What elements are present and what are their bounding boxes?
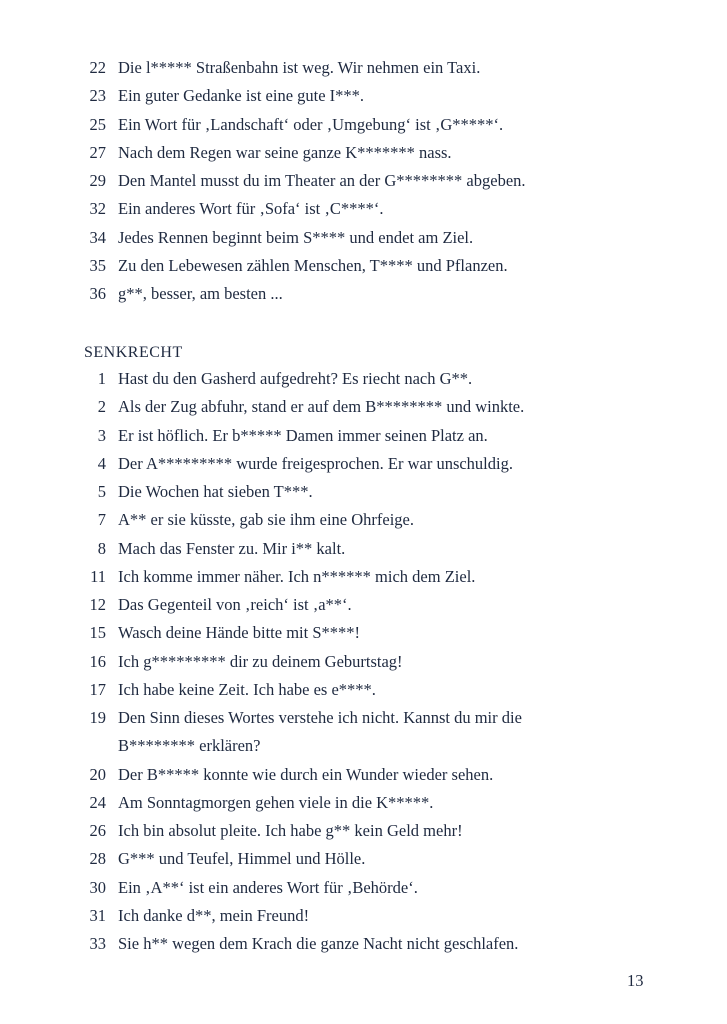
section-heading-senkrecht: SENKRECHT <box>84 344 183 361</box>
clue-row <box>72 84 672 108</box>
clue-row <box>72 254 672 278</box>
clue-number: 8 <box>97 539 106 558</box>
clue-number: 20 <box>89 765 106 784</box>
clue-text: Den Sinn dieses Wortes verstehe ich nicht. Kannst du mir die <box>118 708 522 727</box>
clue-row <box>72 706 672 730</box>
clue-number: 27 <box>89 143 106 162</box>
clue-row <box>72 819 672 843</box>
clue-text: Ein Wort für ‚Landschaft‘ oder ‚Umgebung‘ ist ‚G*****‘. <box>118 115 504 134</box>
clue-row <box>72 537 672 561</box>
clue-number: 16 <box>89 652 106 671</box>
clue-row <box>72 56 672 80</box>
clue-text: Ich danke d**, mein Freund! <box>118 906 310 925</box>
clue-text: Ich habe keine Zeit. Ich habe es e****. <box>118 680 376 699</box>
clue-row <box>72 480 672 504</box>
clue-row <box>72 169 672 193</box>
clue-text: Ein guter Gedanke ist eine gute I***. <box>118 86 365 105</box>
clue-number: 26 <box>89 821 106 840</box>
clue-number: 5 <box>97 482 106 501</box>
clue-number: 3 <box>97 426 106 445</box>
clue-row <box>72 452 672 476</box>
clue-number: 19 <box>89 708 106 727</box>
clue-number: 29 <box>89 171 106 190</box>
clue-text: Ich bin absolut pleite. Ich habe g** kein Geld mehr! <box>118 821 463 840</box>
clue-text: A** er sie küsste, gab sie ihm eine Ohrfeige. <box>118 510 415 529</box>
clue-number: 2 <box>97 397 106 416</box>
clue-row <box>72 395 672 419</box>
clue-text-continuation: B******** erklären? <box>118 736 261 755</box>
clue-text: Ein anderes Wort für ‚Sofa‘ ist ‚C****‘. <box>118 199 384 218</box>
page-number: 13 <box>627 971 644 990</box>
clue-text: Mach das Fenster zu. Mir i** kalt. <box>118 539 346 558</box>
clue-row <box>72 593 672 617</box>
clue-row <box>72 678 672 702</box>
clue-number: 22 <box>89 58 106 77</box>
clue-row <box>72 367 672 391</box>
clue-number: 30 <box>89 878 106 897</box>
clue-number: 23 <box>89 86 106 105</box>
clue-row <box>72 141 672 165</box>
clue-row <box>72 565 672 589</box>
clue-text: Die l***** Straßenbahn ist weg. Wir nehmen ein Taxi. <box>118 58 481 77</box>
clue-row <box>72 650 672 674</box>
clue-text: Jedes Rennen beginnt beim S**** und endet am Ziel. <box>118 228 474 247</box>
clue-text: G*** und Teufel, Himmel und Hölle. <box>118 849 366 868</box>
clue-text: Sie h** wegen dem Krach die ganze Nacht nicht geschlafen. <box>118 934 519 953</box>
clue-number: 34 <box>89 228 106 247</box>
clue-number: 36 <box>89 284 106 303</box>
clue-text: Ein ‚A**‘ ist ein anderes Wort für ‚Behörde‘. <box>118 878 418 897</box>
clue-row <box>72 876 672 900</box>
clue-text: Als der Zug abfuhr, stand er auf dem B******** und winkte. <box>118 397 525 416</box>
clue-row <box>72 226 672 250</box>
clue-text: Hast du den Gasherd aufgedreht? Es riecht nach G**. <box>118 369 473 388</box>
clue-row <box>72 847 672 871</box>
clue-number: 11 <box>90 567 106 586</box>
clue-number: 17 <box>89 680 106 699</box>
clue-text: Die Wochen hat sieben T***. <box>118 482 313 501</box>
clue-text: Ich g********* dir zu deinem Geburtstag! <box>118 652 403 671</box>
clue-number: 7 <box>97 510 106 529</box>
clue-row <box>72 621 672 645</box>
clue-text: Den Mantel musst du im Theater an der G******** abgeben. <box>118 171 526 190</box>
clue-text: Zu den Lebewesen zählen Menschen, T**** und Pflanzen. <box>118 256 508 275</box>
clue-number: 1 <box>97 369 106 388</box>
clue-number: 35 <box>89 256 106 275</box>
clue-number: 31 <box>89 906 106 925</box>
clue-number: 24 <box>89 793 106 812</box>
clue-text: Wasch deine Hände bitte mit S****! <box>118 623 360 642</box>
clue-row <box>72 424 672 448</box>
clue-number: 32 <box>89 199 106 218</box>
clue-text: Am Sonntagmorgen gehen viele in die K*****. <box>118 793 434 812</box>
clue-row <box>72 904 672 928</box>
clue-row <box>72 763 672 787</box>
clue-text: Nach dem Regen war seine ganze K******* nass. <box>118 143 452 162</box>
clue-row <box>72 113 672 137</box>
clue-number: 33 <box>89 934 106 953</box>
clue-number: 15 <box>89 623 106 642</box>
clue-text: Der A********* wurde freigesprochen. Er war unschuldig. <box>118 454 513 473</box>
clue-text: Das Gegenteil von ‚reich‘ ist ‚a**‘. <box>118 595 352 614</box>
clue-number: 25 <box>89 115 106 134</box>
clue-text: Ich komme immer näher. Ich n****** mich dem Ziel. <box>118 567 476 586</box>
clue-number: 28 <box>89 849 106 868</box>
clue-row <box>72 791 672 815</box>
clue-row <box>72 932 672 956</box>
clue-text: g**, besser, am besten ... <box>118 284 283 303</box>
clue-text: Der B***** konnte wie durch ein Wunder wieder sehen. <box>118 765 494 784</box>
clue-row <box>72 282 672 306</box>
clue-row <box>72 197 672 221</box>
clue-text: Er ist höflich. Er b***** Damen immer seinen Platz an. <box>118 426 488 445</box>
clue-number: 12 <box>89 595 106 614</box>
clue-row <box>72 508 672 532</box>
clue-number: 4 <box>97 454 106 473</box>
